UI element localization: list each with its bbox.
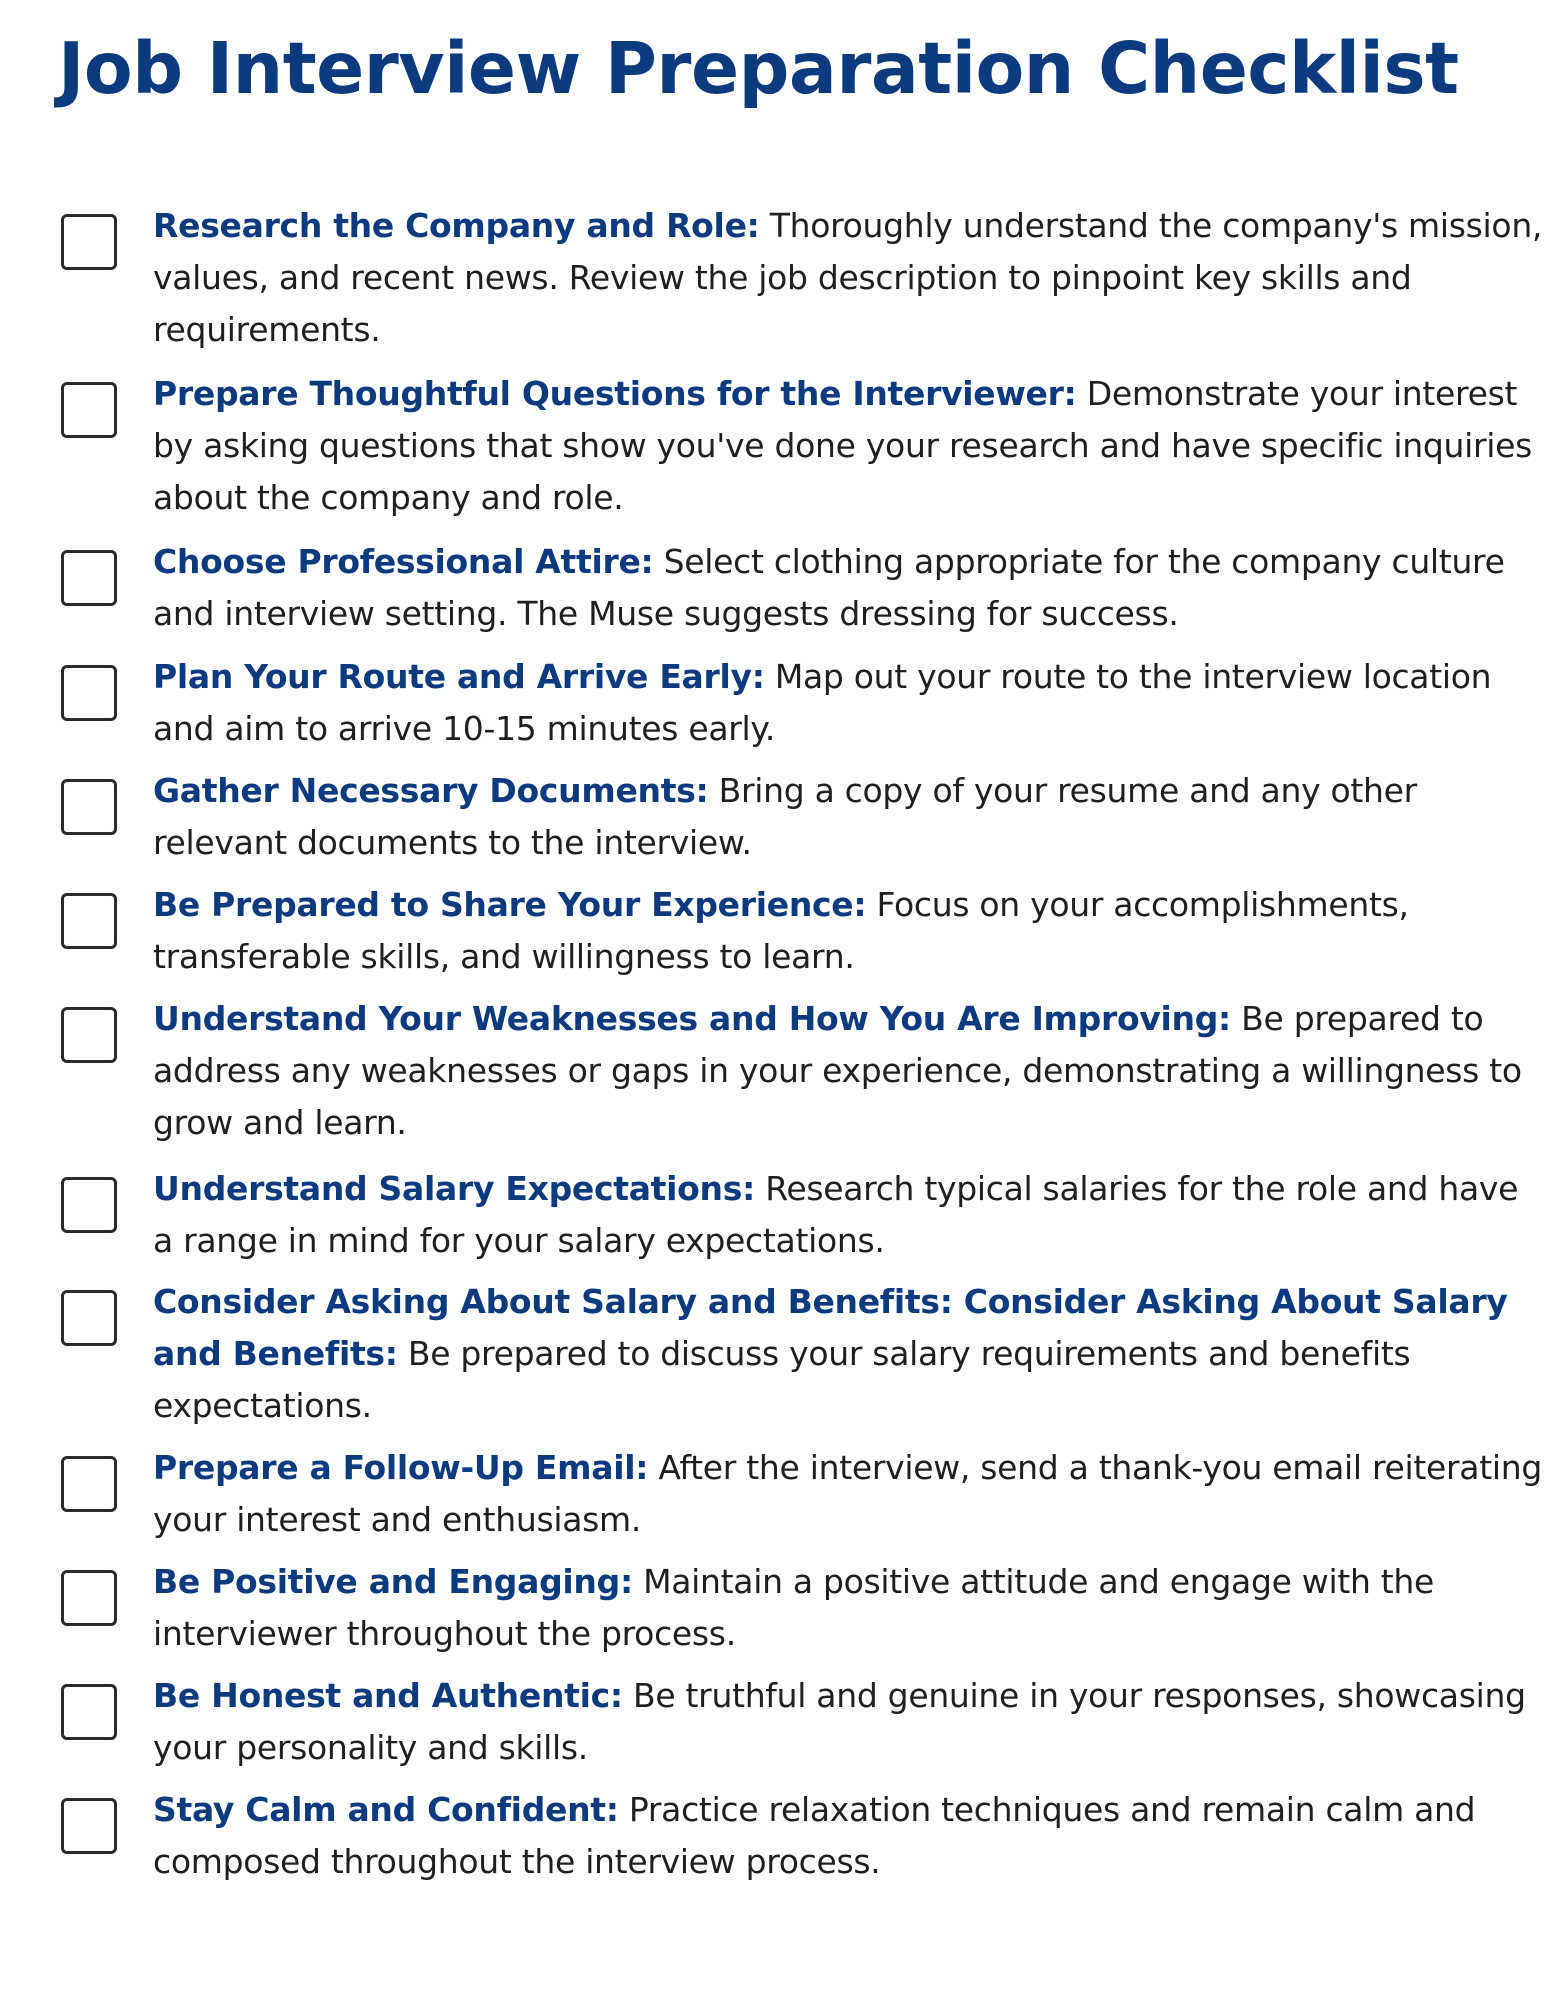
item-text <box>153 993 1543 1149</box>
item-heading: Stay Calm and Confident: <box>153 1790 619 1829</box>
item-description: Be prepared to discuss your salary requirements and benefits expectations. <box>153 1334 1411 1425</box>
item-text <box>153 368 1543 524</box>
item-heading: Understand Your Weaknesses and How You Are Improving: <box>153 999 1231 1038</box>
checkbox[interactable] <box>61 1684 117 1740</box>
checkbox[interactable] <box>61 1290 117 1346</box>
item-description: Be prepared to address any weaknesses or gaps in your experience, demonstrating a willingness to grow and learn. <box>153 999 1522 1142</box>
checkbox[interactable] <box>61 550 117 606</box>
item-heading: Plan Your Route and Arrive Early: <box>153 657 765 696</box>
item-heading: Be Honest and Authentic: <box>153 1676 623 1715</box>
item-text <box>153 651 1543 755</box>
item-heading: Be Prepared to Share Your Experience: <box>153 885 867 924</box>
item-heading: Be Positive and Engaging: <box>153 1562 633 1601</box>
item-heading: Understand Salary Expectations: <box>153 1169 755 1208</box>
checkbox[interactable] <box>61 1007 117 1063</box>
checkbox[interactable] <box>61 779 117 835</box>
item-description: Research typical salaries for the role and have a range in mind for your salary expectations. <box>153 1169 1519 1260</box>
checkbox[interactable] <box>61 1177 117 1233</box>
item-text <box>153 1276 1543 1432</box>
checkbox[interactable] <box>61 1570 117 1626</box>
item-heading: Research the Company and Role: <box>153 206 760 245</box>
checkbox[interactable] <box>61 893 117 949</box>
item-text <box>153 1442 1543 1546</box>
checkbox[interactable] <box>61 214 117 270</box>
item-description: Bring a copy of your resume and any other relevant documents to the interview. <box>153 771 1417 862</box>
item-description: Map out your route to the interview location and aim to arrive 10-15 minutes early. <box>153 657 1492 748</box>
item-text <box>153 1784 1543 1888</box>
item-description: Maintain a positive attitude and engage with the interviewer throughout the process. <box>153 1562 1435 1653</box>
item-description: Thoroughly understand the company's mission, values, and recent news. Review the job description to pinpoint key skills and requirements. <box>153 206 1543 349</box>
item-heading: Consider Asking About Salary and Benefits: Consider Asking About Salary and Benefits: <box>153 1282 1508 1373</box>
item-text <box>153 1163 1543 1267</box>
item-heading: Prepare a Follow-Up Email: <box>153 1448 649 1487</box>
item-description: Practice relaxation techniques and remain calm and composed throughout the interview process. <box>153 1790 1476 1881</box>
item-description: Be truthful and genuine in your responses, showcasing your personality and skills. <box>153 1676 1526 1767</box>
item-description: After the interview, send a thank-you email reiterating your interest and enthusiasm. <box>153 1448 1542 1539</box>
page-title: Job Interview Preparation Checklist <box>58 27 1459 110</box>
checkbox[interactable] <box>61 382 117 438</box>
item-text <box>153 1670 1543 1774</box>
item-description: Select clothing appropriate for the company culture and interview setting. The Muse suggests dressing for success. <box>153 542 1505 633</box>
item-text <box>153 765 1543 869</box>
checkbox[interactable] <box>61 1456 117 1512</box>
item-text <box>153 536 1543 640</box>
item-text <box>153 1556 1543 1660</box>
item-heading: Choose Professional Attire: <box>153 542 654 581</box>
item-text <box>153 200 1543 356</box>
item-text <box>153 879 1543 983</box>
item-heading: Prepare Thoughtful Questions for the Interviewer: <box>153 374 1077 413</box>
item-description: Focus on your accomplishments, transferable skills, and willingness to learn. <box>153 885 1409 976</box>
checkbox[interactable] <box>61 1798 117 1854</box>
item-description: Demonstrate your interest by asking questions that show you've done your research and have specific inquiries about the company and role. <box>153 374 1533 517</box>
checkbox[interactable] <box>61 665 117 721</box>
item-heading: Gather Necessary Documents: <box>153 771 709 810</box>
